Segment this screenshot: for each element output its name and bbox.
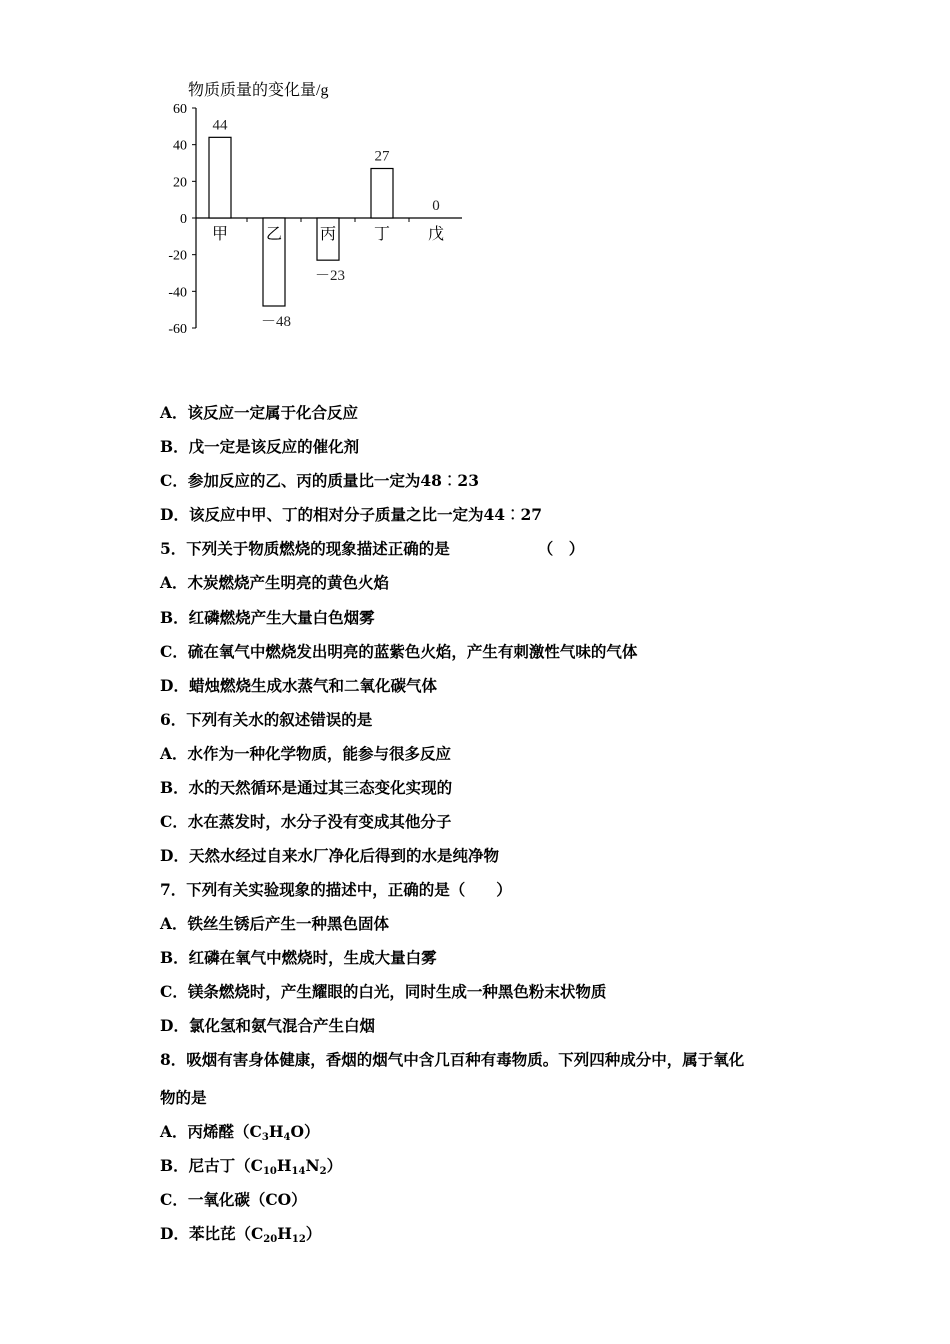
- y-tick-label: 60: [173, 102, 187, 117]
- q6-stem: 6．下列有关水的叙述错误的是: [160, 710, 373, 729]
- y-tick-label: 20: [173, 175, 187, 191]
- y-tick-label: 0: [180, 212, 187, 227]
- close-paren: ）: [305, 1224, 322, 1243]
- category-label: 乙: [265, 226, 283, 243]
- q4-option-d: D．该反应中甲、丁的相对分子质量之比一定为44︰27: [160, 505, 543, 524]
- formula-d-el-0: C: [250, 1224, 264, 1243]
- mass-change-bar-chart: [150, 70, 480, 350]
- q5-option-a: A．木炭燃烧产生明亮的黄色火焰: [160, 573, 390, 592]
- q8-option-a-prefix: A．丙烯醛（: [160, 1122, 250, 1141]
- q5-answer-paren: （ ）: [537, 539, 585, 558]
- formula-a-el-4: O: [290, 1122, 304, 1141]
- q6-option-c: C．水在蒸发时，水分子没有变成其他分子: [160, 812, 452, 831]
- data-label: 44: [212, 117, 228, 134]
- q7-option-d: D．氯化氢和氨气混合产生白烟: [160, 1016, 375, 1035]
- q7-option-c: C．镁条燃烧时，产生耀眼的白光，同时生成一种黑色粉末状物质: [160, 982, 607, 1001]
- q8-stem-line2: 物的是: [160, 1088, 207, 1107]
- formula-a-el-0: C: [249, 1122, 262, 1141]
- category-label: 丁: [373, 226, 391, 243]
- q5-stem-text: 5．下列关于物质燃烧的现象描述正确的是: [160, 539, 450, 558]
- chart-bars: [209, 117, 444, 330]
- category-label: 甲: [211, 226, 229, 243]
- data-label: －48: [260, 314, 292, 330]
- category-label: 戊: [427, 226, 445, 243]
- data-label: －23: [314, 268, 346, 285]
- q5-option-d: D．蜡烛燃烧生成水蒸气和二氧化碳气体: [160, 676, 437, 695]
- q5-option-b: B．红磷燃烧产生大量白色烟雾: [160, 608, 375, 627]
- formula-b-sub-5: 2: [319, 1166, 327, 1177]
- formula-d-sub-1: 20: [263, 1234, 278, 1245]
- q8-option-b: [160, 1154, 342, 1177]
- y-tick-label: 40: [173, 138, 187, 154]
- data-label: 27: [374, 148, 390, 165]
- close-paren: ）: [326, 1156, 343, 1175]
- y-tick-label: -60: [168, 322, 187, 337]
- q8-option-d: [160, 1222, 321, 1245]
- q8-option-d-prefix: D．苯比芘（: [160, 1224, 251, 1243]
- q7-option-a: A．铁丝生锈后产生一种黑色固体: [160, 914, 390, 933]
- q6-option-d: D．天然水经过自来水厂净化后得到的水是纯净物: [160, 846, 499, 865]
- q8-option-b-prefix: B．尼古丁（: [160, 1156, 251, 1175]
- q7-stem: 7．下列有关实验现象的描述中，正确的是（ ）: [160, 880, 512, 899]
- formula-d-sub-3: 12: [291, 1234, 306, 1245]
- q6-option-b: B．水的天然循环是通过其三态变化实现的: [160, 778, 453, 797]
- formula-b-el-4: N: [305, 1156, 320, 1175]
- bar-丁: [371, 169, 393, 219]
- close-paren: ）: [303, 1122, 320, 1141]
- formula-a-el-2: H: [268, 1122, 284, 1141]
- formula-b-el-2: H: [276, 1156, 292, 1175]
- formula-b-sub-3: 14: [291, 1166, 306, 1177]
- formula-a-sub-1: 3: [261, 1132, 269, 1143]
- formula-b-sub-1: 10: [262, 1166, 277, 1177]
- formula-b-el-0: C: [250, 1156, 263, 1175]
- q4-option-a: A．该反应一定属于化合反应: [160, 403, 359, 422]
- q5-option-c: C．硫在氧气中燃烧发出明亮的蓝紫色火焰，产生有刺激性气味的气体: [160, 642, 638, 661]
- q6-option-a: A．水作为一种化学物质，能参与很多反应: [160, 744, 452, 763]
- data-label: 0: [432, 198, 440, 214]
- q7-option-b: B．红磷在氧气中燃烧时，生成大量白雾: [160, 948, 437, 967]
- category-label: 丙: [319, 226, 337, 243]
- bar-甲: [209, 137, 231, 218]
- q8-stem-line1: 8．吸烟有害身体健康，香烟的烟气中含几百种有毒物质。下列四种成分中，属于氧化: [160, 1050, 745, 1069]
- q4-option-b: B．戊一定是该反应的催化剂: [160, 437, 360, 456]
- chart-title: 物质质量的变化量/g: [188, 82, 329, 99]
- y-tick-label: -20: [168, 248, 187, 264]
- formula-d-el-2: H: [277, 1224, 292, 1243]
- q8-option-a: [160, 1120, 320, 1143]
- y-tick-label: -40: [168, 285, 187, 301]
- q8-option-c: C．一氧化碳（CO）: [160, 1190, 307, 1209]
- q5-stem: [160, 537, 584, 559]
- formula-a-sub-3: 4: [283, 1132, 291, 1143]
- q4-option-c: C．参加反应的乙、丙的质量比一定为48︰23: [160, 471, 479, 490]
